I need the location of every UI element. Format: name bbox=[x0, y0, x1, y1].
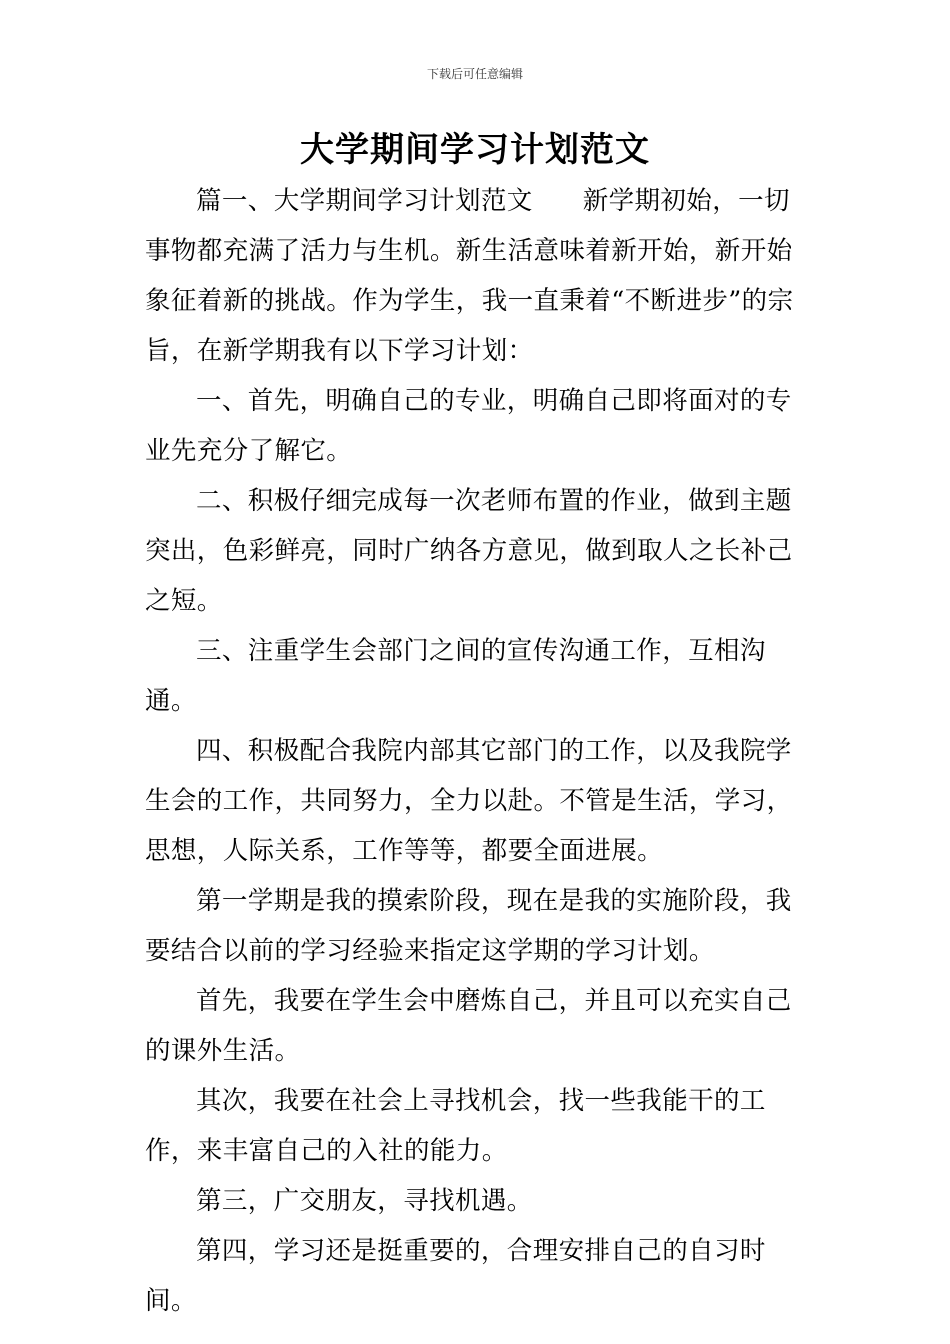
paragraph-1: 一、首先，明确自己的专业，明确自己即将面对的专业先充分了解它。 bbox=[145, 386, 792, 466]
paragraph-6: 首先，我要在学生会中磨炼自己，并且可以充实自己的课外生活。 bbox=[145, 986, 792, 1066]
paragraph-9: 第四，学习还是挺重要的，合理安排自己的自习时间。 bbox=[145, 1236, 766, 1316]
paragraph-4: 四、积极配合我院内部其它部门的工作，以及我院学生会的工作，共同努力，全力以赴。不管是生活，学习，思想，人际关系，工作等等，都要全面进展。 bbox=[145, 736, 793, 866]
document-body bbox=[145, 176, 810, 1326]
intro-text: 新学期初始，一切事物都充满了活力与生机。新生活意味着新开始，新开始象征着新的挑战。作为学生，我一直秉着“不断进步”的宗旨，在新学期我有以下学习计划： bbox=[145, 186, 794, 366]
paragraph-2: 二、积极仔细完成每一次老师布置的作业，做到主题突出，色彩鲜亮，同时广纳各方意见，做到取人之长补己之短。 bbox=[145, 486, 793, 616]
document-title: 大学期间学习计划范文 bbox=[300, 130, 650, 170]
paragraph-5: 第一学期是我的摸索阶段，现在是我的实施阶段，我要结合以前的学习经验来指定这学期的学习计划。 bbox=[145, 886, 792, 966]
paragraph-7: 其次，我要在社会上寻找机会，找一些我能干的工作，来丰富自己的入社的能力。 bbox=[145, 1086, 766, 1166]
intro-paragraph bbox=[145, 176, 810, 376]
header-note: 下载后可任意编辑 bbox=[426, 67, 523, 81]
paragraph-8: 第三，广交朋友，寻找机遇。 bbox=[196, 1186, 533, 1216]
paragraph-3: 三、注重学生会部门之间的宣传沟通工作，互相沟通。 bbox=[145, 636, 766, 716]
intro-label: 篇一、大学期间学习计划范文 bbox=[196, 186, 533, 216]
